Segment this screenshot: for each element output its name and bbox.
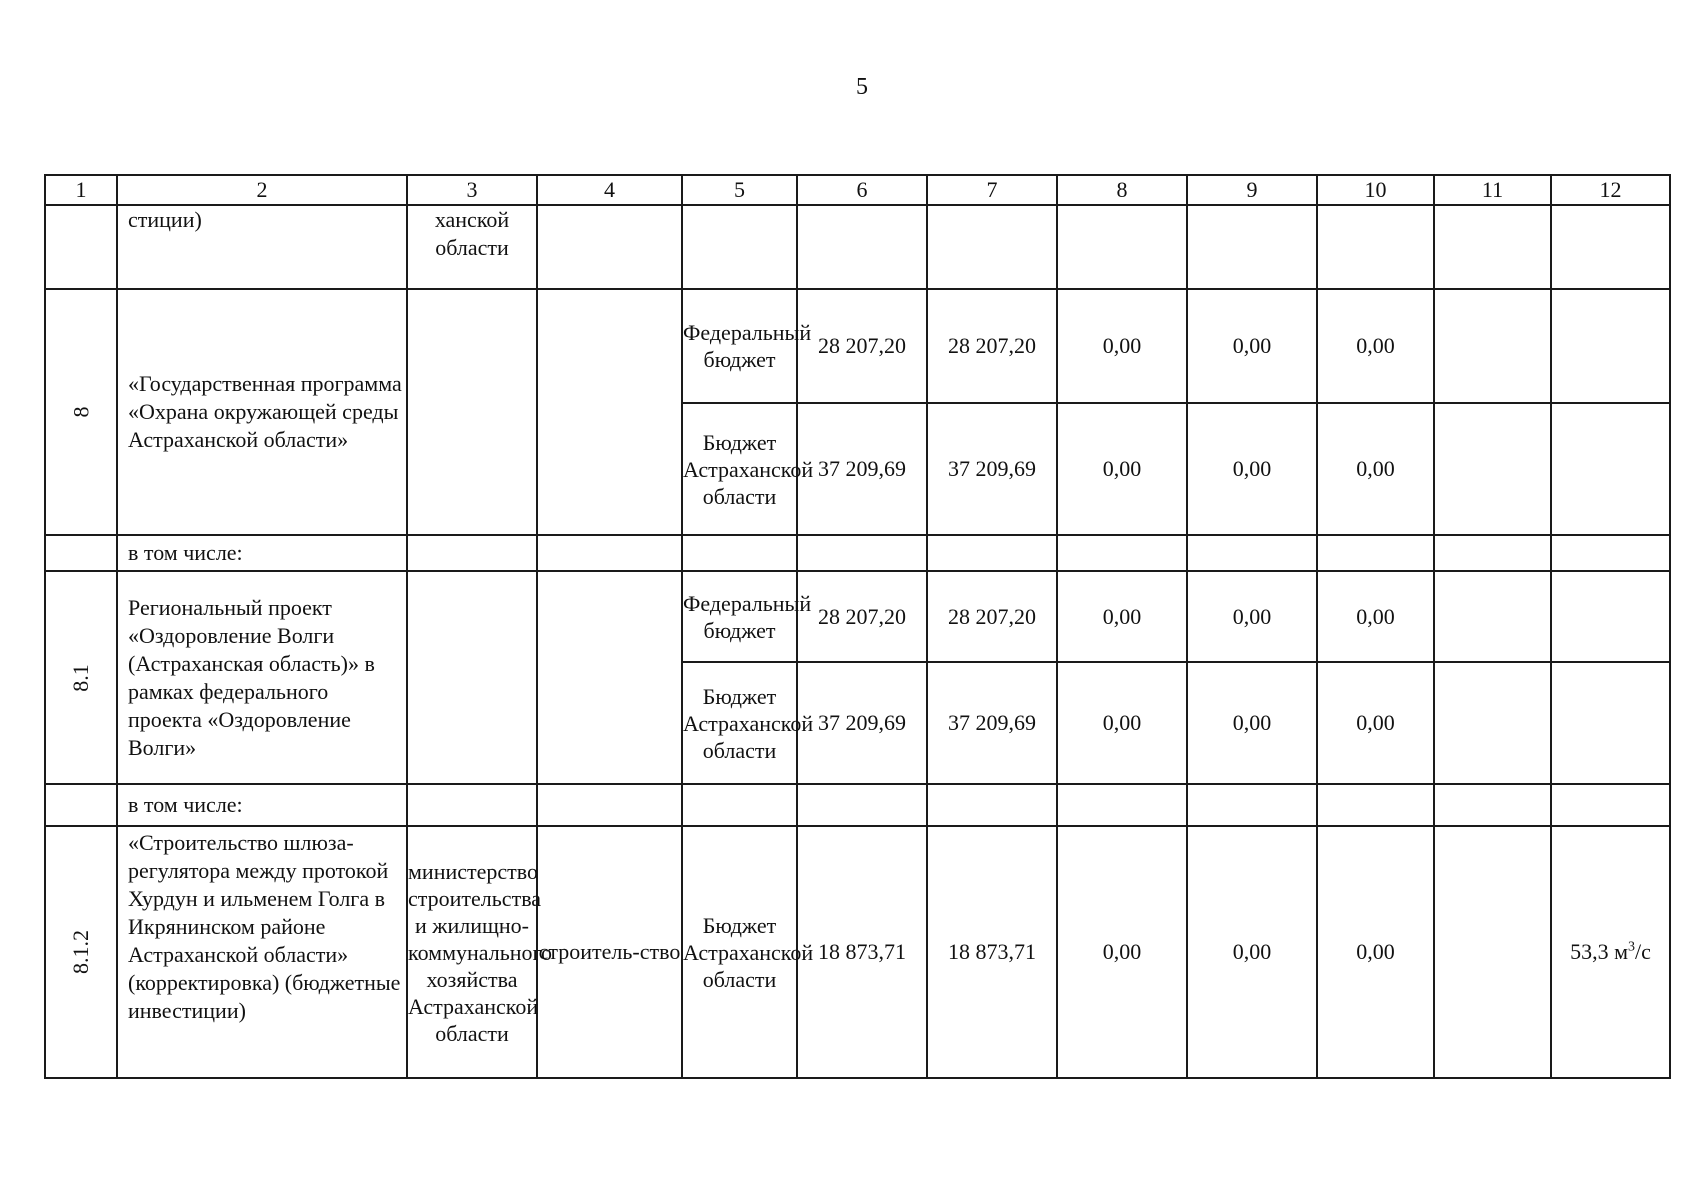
- row-number: 8: [68, 406, 93, 418]
- column-header: 3: [407, 175, 537, 205]
- value-cell: 0,00: [1187, 662, 1317, 784]
- value-cell: 28 207,20: [797, 571, 927, 662]
- value-cell: 0,00: [1317, 571, 1434, 662]
- executor-name: министерство строительства и жилищно-коммунального хозяйства Астраханской области: [407, 826, 537, 1078]
- capacity-number: 53,3 м: [1570, 939, 1629, 964]
- including-label: в том числе:: [117, 535, 407, 571]
- including-label: в том числе:: [117, 784, 407, 826]
- column-header: 6: [797, 175, 927, 205]
- column-header: 2: [117, 175, 407, 205]
- table-row: [45, 826, 1670, 1078]
- funding-source: Федеральный бюджет: [682, 289, 797, 403]
- row-number-cell: [45, 289, 117, 535]
- value-cell: 28 207,20: [927, 289, 1057, 403]
- object-name: «Строительство шлюза-регулятора между протокой Хурдун и ильменем Голга в Икрянинском районе Астраханской области» (корректировка) (бюджетные инвестиции): [117, 826, 407, 1078]
- row-number: 8.1.2: [68, 930, 93, 974]
- value-cell: 0,00: [1057, 289, 1187, 403]
- column-header: 8: [1057, 175, 1187, 205]
- value-cell: 37 209,69: [797, 662, 927, 784]
- funding-source: Бюджет Астраханской области: [682, 826, 797, 1078]
- value-cell: 0,00: [1317, 826, 1434, 1078]
- column-header: 4: [537, 175, 682, 205]
- value-cell: 28 207,20: [797, 289, 927, 403]
- funding-source: Федеральный бюджет: [682, 571, 797, 662]
- project-name: Региональный проект «Оздоровление Волги (Астраханская область)» в рамках федерального проекта «Оздоровление Волги»: [117, 571, 407, 784]
- value-cell: 0,00: [1057, 662, 1187, 784]
- value-cell: 18 873,71: [797, 826, 927, 1078]
- column-header: 10: [1317, 175, 1434, 205]
- value-cell: 0,00: [1187, 571, 1317, 662]
- table-row: [45, 784, 1670, 826]
- value-cell: 0,00: [1187, 826, 1317, 1078]
- funding-source: Бюджет Астраханской области: [682, 662, 797, 784]
- column-header: 11: [1434, 175, 1551, 205]
- column-header: 1: [45, 175, 117, 205]
- value-cell: 0,00: [1317, 662, 1434, 784]
- program-name: «Государственная программа «Охрана окружающей среды Астраханской области»: [117, 289, 407, 535]
- table-row: [45, 205, 1670, 289]
- column-header: 12: [1551, 175, 1670, 205]
- funding-source: Бюджет Астраханской области: [682, 403, 797, 535]
- capacity-value: [1551, 826, 1670, 1078]
- column-header: 9: [1187, 175, 1317, 205]
- value-cell: 0,00: [1057, 571, 1187, 662]
- budget-table: [44, 174, 1671, 1079]
- work-type: строитель-ство: [537, 826, 682, 1078]
- value-cell: 0,00: [1187, 403, 1317, 535]
- column-number-row: [45, 175, 1670, 205]
- capacity-exponent: 3: [1628, 939, 1636, 955]
- value-cell: 28 207,20: [927, 571, 1057, 662]
- value-cell: 0,00: [1187, 289, 1317, 403]
- page-number: 5: [856, 74, 868, 100]
- table-row: [45, 289, 1670, 403]
- capacity-unit-tail: /с: [1635, 939, 1651, 964]
- value-cell: 37 209,69: [927, 403, 1057, 535]
- table-row: [45, 535, 1670, 571]
- value-cell: 0,00: [1057, 403, 1187, 535]
- value-cell: 37 209,69: [797, 403, 927, 535]
- row-name-continuation: стиции): [117, 205, 407, 289]
- value-cell: 18 873,71: [927, 826, 1057, 1078]
- row-number: 8.1: [68, 663, 93, 692]
- value-cell: 0,00: [1057, 826, 1187, 1078]
- column-header: 7: [927, 175, 1057, 205]
- value-cell: 37 209,69: [927, 662, 1057, 784]
- row-number-cell: [45, 571, 117, 784]
- column-header: 5: [682, 175, 797, 205]
- executor-continuation: ханской области: [407, 205, 537, 289]
- value-cell: 0,00: [1317, 403, 1434, 535]
- value-cell: 0,00: [1317, 289, 1434, 403]
- row-number-cell: [45, 826, 117, 1078]
- table-row: [45, 571, 1670, 662]
